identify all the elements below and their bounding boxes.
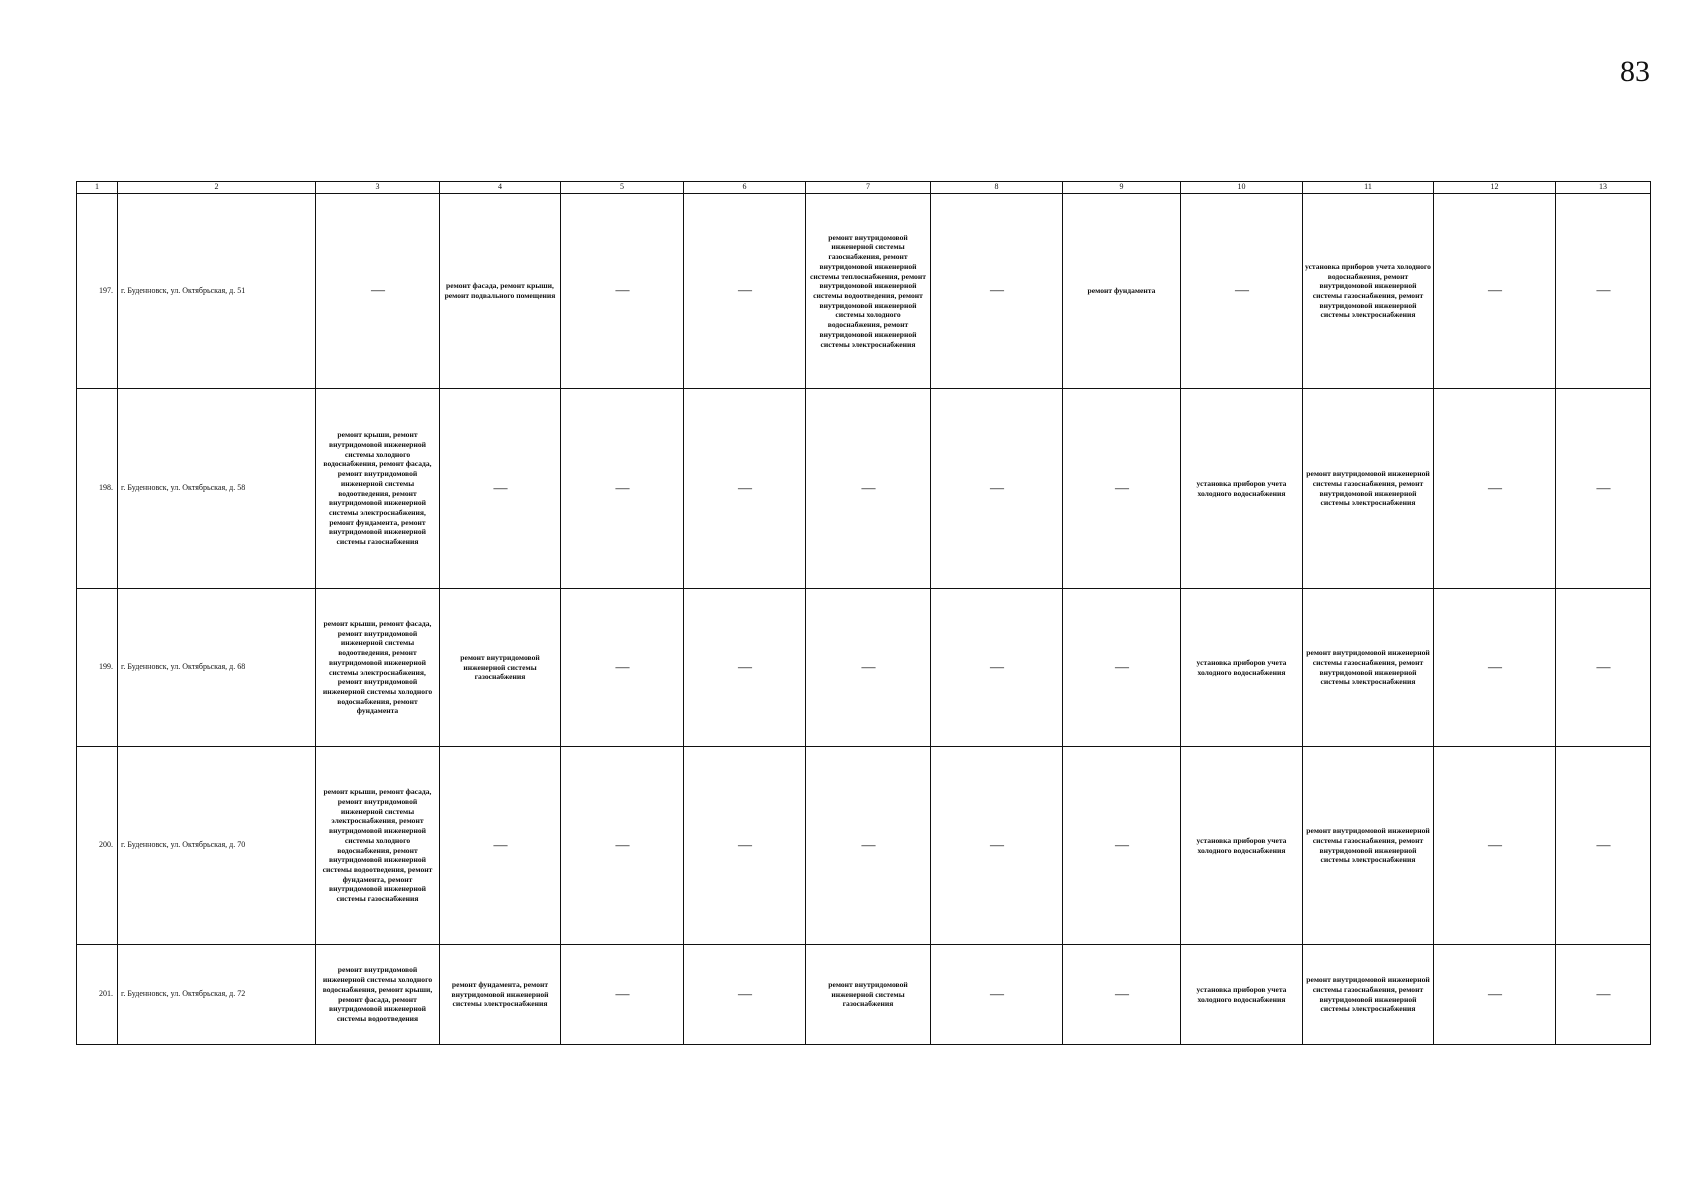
work-description: ремонт внутридомовой инженерной системы газоснабжения, ремонт внутридомовой инженерной системы электроснабжения — [1306, 826, 1430, 865]
work-cell — [1556, 747, 1651, 945]
work-cell — [1556, 945, 1651, 1045]
work-cell — [440, 389, 561, 589]
table-row — [77, 945, 1651, 1045]
empty-dash: — — [1115, 986, 1128, 1002]
empty-dash: — — [990, 283, 1003, 299]
address-cell: г. Буденновск, ул. Октябрьская, д. 72 — [118, 945, 316, 1045]
empty-dash: — — [1488, 659, 1501, 675]
work-cell — [1063, 194, 1181, 389]
work-description: ремонт внутридомовой инженерной системы газоснабжения — [828, 979, 908, 1009]
work-description: ремонт внутридомовой инженерной системы газоснабжения — [460, 652, 540, 682]
work-cell — [316, 589, 440, 747]
row-number: 201. — [77, 945, 118, 1045]
work-cell — [1181, 747, 1303, 945]
column-number: 8 — [931, 182, 1063, 194]
work-description: установка приборов учета холодного водоснабжения, ремонт внутридомовой инженерной системы газоснабжения, ремонт внутридомовой инженерной системы электроснабжения — [1305, 261, 1431, 320]
work-cell — [316, 194, 440, 389]
work-cell — [1303, 194, 1434, 389]
empty-dash: — — [861, 837, 875, 853]
empty-dash: — — [1596, 659, 1610, 675]
empty-dash: — — [615, 283, 629, 299]
work-cell — [1303, 389, 1434, 589]
work-cell — [1434, 589, 1556, 747]
address-cell: г. Буденновск, ул. Октябрьская, д. 58 — [118, 389, 316, 589]
work-cell — [1556, 194, 1651, 389]
work-cell — [806, 194, 931, 389]
work-cell — [684, 747, 806, 945]
empty-dash: — — [738, 837, 751, 853]
work-cell — [561, 589, 684, 747]
page-number: 83 — [1620, 55, 1650, 88]
work-description: установка приборов учета холодного водоснабжения — [1196, 984, 1287, 1004]
empty-dash: — — [615, 480, 629, 496]
empty-dash: — — [861, 659, 875, 675]
work-cell — [1063, 945, 1181, 1045]
work-description: ремонт внутридомовой инженерной системы газоснабжения, ремонт внутридомовой инженерной системы электроснабжения — [1306, 648, 1430, 687]
work-cell — [1434, 945, 1556, 1045]
row-number: 200. — [77, 747, 118, 945]
work-cell — [1181, 589, 1303, 747]
work-description: установка приборов учета холодного водоснабжения — [1196, 478, 1287, 498]
address-cell: г. Буденновск, ул. Октябрьская, д. 70 — [118, 747, 316, 945]
work-cell — [1303, 945, 1434, 1045]
work-description: ремонт крыши, ремонт внутридомовой инженерной системы холодного водоснабжения, ремонт фасада, ремонт внутридомовой инженерной системы водоотведения, ремонт внутридомовой инженерной системы электроснабжения, ремонт фундамента, ремонт внутридомовой инженерной системы газоснабжения — [323, 430, 432, 547]
work-description: ремонт фундамента, ремонт внутридомовой инженерной системы электроснабжения — [451, 979, 549, 1009]
work-cell — [806, 747, 931, 945]
work-description: установка приборов учета холодного водоснабжения — [1196, 835, 1287, 855]
work-cell — [1063, 389, 1181, 589]
work-cell — [806, 589, 931, 747]
work-cell — [931, 747, 1063, 945]
work-cell — [806, 389, 931, 589]
empty-dash: — — [738, 283, 751, 299]
column-number: 3 — [316, 182, 440, 194]
work-description: ремонт крыши, ремонт фасада, ремонт внутридомовой инженерной системы водоотведения, ремонт внутридомовой инженерной системы электроснабжения, ремонт внутридомовой инженерной системы холодного водоснабжения, ремонт фундамента — [322, 618, 433, 716]
empty-dash: — — [1596, 480, 1610, 496]
table-row — [77, 747, 1651, 945]
empty-dash: — — [493, 837, 507, 853]
empty-dash: — — [738, 986, 751, 1002]
column-number: 4 — [440, 182, 561, 194]
empty-dash: — — [1235, 283, 1248, 299]
work-cell — [561, 389, 684, 589]
work-cell — [1303, 589, 1434, 747]
work-description: ремонт внутридомовой инженерной системы газоснабжения, ремонт внутридомовой инженерной системы электроснабжения — [1306, 975, 1430, 1014]
work-cell — [684, 589, 806, 747]
column-number: 2 — [118, 182, 316, 194]
work-cell — [316, 389, 440, 589]
empty-dash: — — [1488, 837, 1501, 853]
empty-dash: — — [738, 480, 751, 496]
work-description: ремонт фундамента — [1087, 286, 1156, 296]
empty-dash: — — [738, 659, 751, 675]
empty-dash: — — [1596, 837, 1610, 853]
work-cell — [316, 747, 440, 945]
work-cell — [1434, 747, 1556, 945]
empty-dash: — — [1115, 837, 1128, 853]
work-description: ремонт внутридомовой инженерной системы холодного водоснабжения, ремонт крыши, ремонт фасада, ремонт внутридомовой инженерной системы водоотведения — [322, 965, 433, 1023]
work-cell — [316, 945, 440, 1045]
work-cell — [1181, 389, 1303, 589]
empty-dash: — — [1115, 480, 1128, 496]
row-number: 198. — [77, 389, 118, 589]
address-cell: г. Буденновск, ул. Октябрьская, д. 68 — [118, 589, 316, 747]
work-cell — [1063, 589, 1181, 747]
work-cell — [806, 945, 931, 1045]
column-number: 5 — [561, 182, 684, 194]
work-cell — [561, 945, 684, 1045]
column-number: 10 — [1181, 182, 1303, 194]
empty-dash: — — [1488, 480, 1501, 496]
table-row — [77, 589, 1651, 747]
empty-dash: — — [1488, 283, 1501, 299]
work-cell — [561, 747, 684, 945]
work-cell — [684, 945, 806, 1045]
work-cell — [561, 194, 684, 389]
empty-dash: — — [615, 659, 629, 675]
empty-dash: — — [615, 986, 629, 1002]
column-number: 9 — [1063, 182, 1181, 194]
work-cell — [440, 747, 561, 945]
column-number: 7 — [806, 182, 931, 194]
work-cell — [1434, 194, 1556, 389]
empty-dash: — — [861, 480, 875, 496]
work-cell — [684, 194, 806, 389]
column-number-row — [77, 182, 1651, 194]
column-number: 1 — [77, 182, 118, 194]
empty-dash: — — [371, 283, 384, 299]
work-description: ремонт внутридомовой инженерной системы газоснабжения, ремонт внутридомовой инженерной системы электроснабжения — [1306, 469, 1430, 508]
work-cell — [440, 945, 561, 1045]
column-number: 6 — [684, 182, 806, 194]
work-cell — [1181, 945, 1303, 1045]
work-cell — [440, 589, 561, 747]
empty-dash: — — [990, 480, 1003, 496]
table-row — [77, 194, 1651, 389]
work-description: ремонт внутридомовой инженерной системы газоснабжения, ремонт внутридомовой инженерной системы теплоснабжения, ремонт внутридомовой инженерной системы водоотведения, ремонт внутридомовой инженерной системы холодного водоснабжения, ремонт внутридомовой инженерной системы электроснабжения — [810, 232, 926, 349]
row-number: 199. — [77, 589, 118, 747]
work-cell — [1303, 747, 1434, 945]
work-cell — [440, 194, 561, 389]
work-description: ремонт крыши, ремонт фасада, ремонт внутридомовой инженерной системы электроснабжения, ремонт внутридомовой инженерной системы холодного водоснабжения, ремонт внутридомовой инженерной системы водоотведения, ремонт фундамента, ремонт внутридомовой инженерной системы газоснабжения — [322, 787, 433, 904]
work-cell — [1434, 389, 1556, 589]
empty-dash: — — [1596, 283, 1610, 299]
work-description: ремонт фасада, ремонт крыши, ремонт подвального помещения — [444, 281, 556, 300]
work-cell — [931, 945, 1063, 1045]
work-cell — [1063, 747, 1181, 945]
column-number: 12 — [1434, 182, 1556, 194]
table-row — [77, 389, 1651, 589]
work-cell — [931, 194, 1063, 389]
row-number: 197. — [77, 194, 118, 389]
table-body — [77, 182, 1651, 1045]
work-description: установка приборов учета холодного водоснабжения — [1196, 657, 1287, 677]
work-cell — [931, 589, 1063, 747]
empty-dash: — — [990, 986, 1003, 1002]
work-cell — [684, 389, 806, 589]
empty-dash: — — [990, 659, 1003, 675]
work-cell — [1556, 389, 1651, 589]
empty-dash: — — [990, 837, 1003, 853]
empty-dash: — — [615, 837, 629, 853]
empty-dash: — — [1488, 986, 1501, 1002]
empty-dash: — — [493, 480, 507, 496]
work-cell — [1556, 589, 1651, 747]
empty-dash: — — [1115, 659, 1128, 675]
column-number: 11 — [1303, 182, 1434, 194]
work-cell — [931, 389, 1063, 589]
work-cell — [1181, 194, 1303, 389]
address-cell: г. Буденновск, ул. Октябрьская, д. 51 — [118, 194, 316, 389]
empty-dash: — — [1596, 986, 1610, 1002]
column-number: 13 — [1556, 182, 1651, 194]
repair-schedule-table — [76, 181, 1651, 1045]
